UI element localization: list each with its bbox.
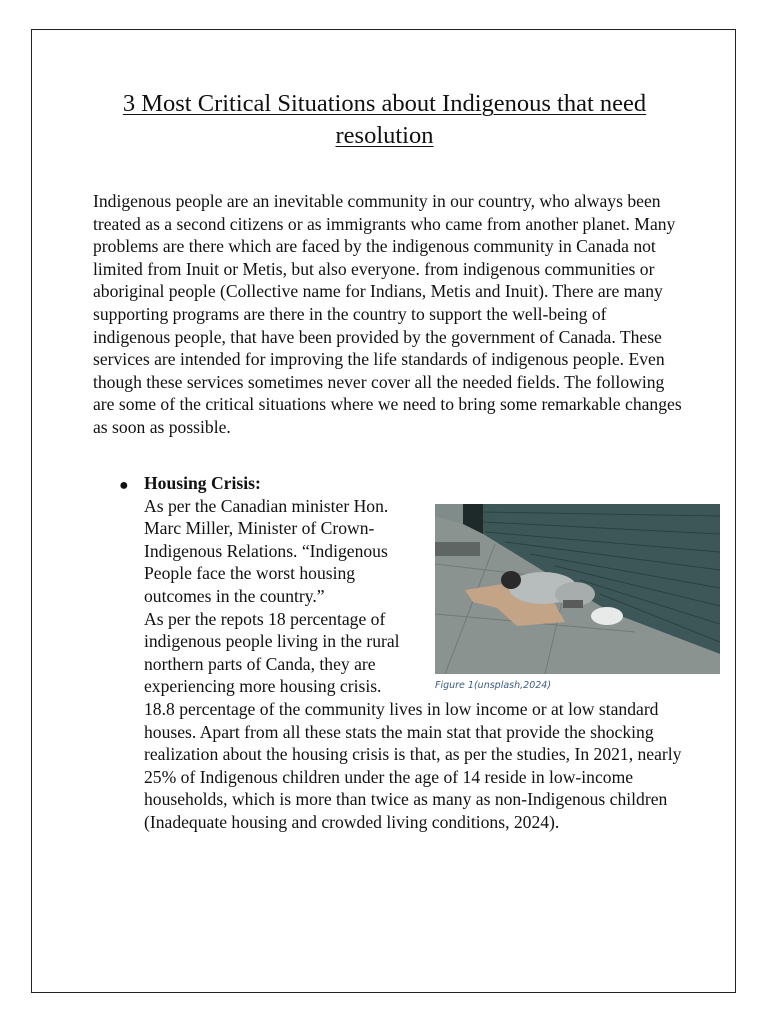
document-title: 3 Most Critical Situations about Indigenous that need resolution [122,90,647,149]
document-page [31,29,736,993]
paragraph-low-income-stats: 18.8 percentage of the community lives in low income or at low standard houses. Apart from all these stats the main stat that provide the shocking realization about the housing crisis is that, as per the studies, In 2021, nearly 25% of Indigenous children under the age of 14 reside in low-income households, which is more than twice as many as non-Indigenous children (Inadequate housing and crowded living conditions, 2024). [144,698,682,832]
homeless-person-photo [435,504,720,674]
housing-crisis-section [144,472,704,834]
bullet-icon: ● [119,477,129,494]
paragraph-minister-quote: As per the Canadian minister Hon. Marc Miller, Minister of Crown- Indigenous Relations. “Indigenous People face the worst housing outcomes in the country.” [144,495,389,606]
intro-paragraph: Indigenous people are an inevitable community in our country, who always been treated as a second citizens or as immigrants who came from another planet. Many problems are there which are faced by the indigenous community in Canada not limited from Inuit or Metis, but also everyone. from indigenous communities or aboriginal people (Collective name for Indians, Metis and Inuit). There are many supporting programs are there in the country to support the well-being of indigenous people, that have been provided by the government of Canada. These services are intended for improving the life standards of indigenous people. Even though these services sometimes never cover all the needed fields. The following are some of the critical situations where we need to bring some remarkable changes as soon as possible. [93,191,682,437]
paragraph-northern-stats: As per the repots 18 percentage of indigenous people living in the rural northern parts of Canda, they are experiencing more housing crisis. [144,608,400,697]
figure-caption: Figure 1(unsplash,2024) [435,679,552,691]
figure-1 [435,504,720,692]
section-heading: Housing Crisis: [144,473,261,493]
